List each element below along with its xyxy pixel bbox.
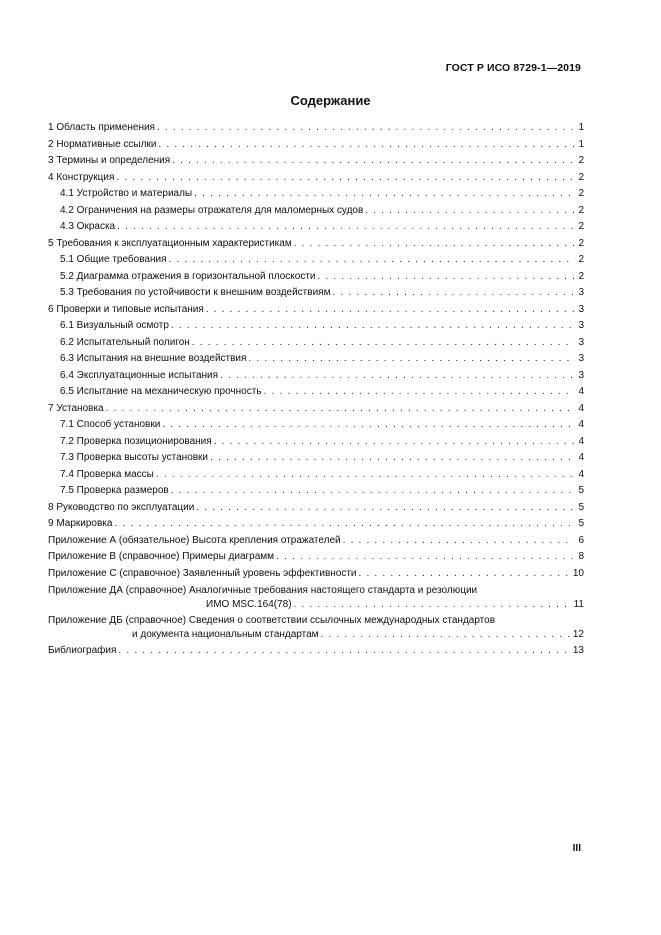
toc-entry-6-1[interactable]: 6.1 Визуальный осмотр . . . 3 — [48, 318, 584, 335]
toc-entry-bibliography[interactable]: Библиография . . . 13 — [48, 643, 584, 660]
toc-entry-4-1[interactable]: 4.1 Устройство и материалы . . . 2 — [48, 186, 584, 203]
toc-entry-9[interactable]: 9 Маркировка . . . 5 — [48, 516, 584, 533]
toc-entry-7-3[interactable]: 7.3 Проверка высоты установки . . . 4 — [48, 450, 584, 467]
toc-entry-5[interactable]: 5 Требования к эксплуатационным характеристикам . . . 2 — [48, 236, 584, 253]
toc-entry-5-1[interactable]: 5.1 Общие требования . . . 2 — [48, 252, 584, 269]
toc-entry-7[interactable]: 7 Установка . . . 4 — [48, 401, 584, 418]
toc-entry-2[interactable]: 2 Нормативные ссылки . . . 1 — [48, 137, 584, 154]
toc-entry-1[interactable]: 1 Область применения . . . 1 — [48, 120, 584, 137]
toc-entry-4-2[interactable]: 4.2 Ограничения на размеры отражателя для маломерных судов . . . 2 — [48, 203, 584, 220]
toc-entry-7-5[interactable]: 7.5 Проверка размеров . . . 5 — [48, 483, 584, 500]
toc-entry-6-5[interactable]: 6.5 Испытание на механическую прочность . . . 4 — [48, 384, 584, 401]
toc-entry-appendix-b[interactable]: Приложение В (справочное) Примеры диаграмм . . . 8 — [48, 549, 584, 566]
toc-entry-8[interactable]: 8 Руководство по эксплуатации . . . 5 — [48, 500, 584, 517]
table-of-contents — [48, 120, 584, 660]
page-number: III — [572, 843, 581, 854]
page-title: Содержание — [290, 93, 371, 108]
toc-entry-appendix-db[interactable]: Приложение ДБ (справочное) Сведения о соответствии ссылочных международных стандартов и документа национальным стандартам . . . 12 — [48, 614, 584, 642]
toc-entry-4[interactable]: 4 Конструкция . . . 2 — [48, 170, 584, 187]
toc-entry-6[interactable]: 6 Проверки и типовые испытания . . . 3 — [48, 302, 584, 319]
toc-entry-appendix-a[interactable]: Приложение А (обязательное) Высота крепления отражателей . . . 6 — [48, 533, 584, 550]
toc-entry-7-1[interactable]: 7.1 Способ установки . . . 4 — [48, 417, 584, 434]
toc-entry-7-2[interactable]: 7.2 Проверка позиционирования . . . 4 — [48, 434, 584, 451]
standard-designation: ГОСТ Р ИСО 8729-1—2019 — [445, 62, 581, 74]
toc-entry-appendix-c[interactable]: Приложение С (справочное) Заявленный уровень эффективности . . . 10 — [48, 566, 584, 583]
toc-entry-7-4[interactable]: 7.4 Проверка массы . . . 4 — [48, 467, 584, 484]
toc-entry-6-2[interactable]: 6.2 Испытательный полигон . . . 3 — [48, 335, 584, 352]
toc-entry-3[interactable]: 3 Термины и определения . . . 2 — [48, 153, 584, 170]
toc-entry-6-3[interactable]: 6.3 Испытания на внешние воздействия . . . 3 — [48, 351, 584, 368]
toc-entry-6-4[interactable]: 6.4 Эксплуатационные испытания . . . 3 — [48, 368, 584, 385]
toc-entry-appendix-da[interactable]: Приложение ДА (справочное) Аналогичные требования настоящего стандарта и резолюции ИМО MSC.164(78) . . . 11 — [48, 584, 584, 612]
toc-entry-5-3[interactable]: 5.3 Требования по устойчивости к внешним воздействиям . . . 3 — [48, 285, 584, 302]
toc-entry-4-3[interactable]: 4.3 Окраска . . . 2 — [48, 219, 584, 236]
toc-entry-5-2[interactable]: 5.2 Диаграмма отражения в горизонтальной плоскости . . . 2 — [48, 269, 584, 286]
